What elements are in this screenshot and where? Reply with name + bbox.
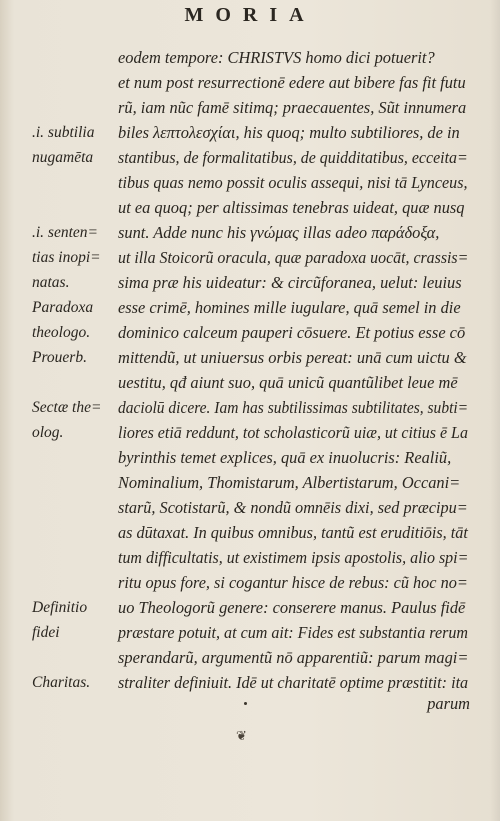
ink-dot xyxy=(244,702,247,705)
text-line: byrinthis temet explices, quā ex inuolucris: Realiũ, xyxy=(118,448,452,467)
margin-note: Charitas. xyxy=(32,674,91,691)
text-line: uestitu, qđ aiunt suo, quā unicũ quantũlibet leue mē xyxy=(118,373,458,392)
margin-note: nugamēta xyxy=(32,149,94,166)
margin-note: Paradoxa xyxy=(32,299,94,316)
text-line: et num post resurrectionē edere aut bibere fas fit futu xyxy=(118,73,466,92)
text-line: tibus quas nemo possit oculis assequi, nisi tā Lynceus, xyxy=(118,173,468,192)
fleuron-ornament-icon: ❦ xyxy=(236,728,247,743)
margin-note: natas. xyxy=(32,274,70,291)
text-line: ritu opus fore, si cogantur hisce de rebus: cũ hoc no= xyxy=(118,573,468,592)
text-line: stantibus, de formalitatibus, de quidditatibus, ecceita= xyxy=(118,148,468,167)
text-line: Nominalium, Thomistarum, Albertistarum, Occani= xyxy=(118,473,461,492)
text-line: biles λεπτολεσχίαι, his quoq; multo subtiliores, de in xyxy=(118,123,460,142)
running-head: MORIA xyxy=(184,4,316,26)
text-line: dominico calceum pauperi cōsuere. Et potius esse cō xyxy=(118,323,466,342)
text-line: sima præ his uideatur: & circũforanea, uelut: leuius xyxy=(118,273,462,292)
margin-note: tias inopi= xyxy=(32,249,101,266)
margin-note: .i. subtilia xyxy=(32,124,95,141)
text-line: ut illa Stoicorũ oracula, quæ paradoxa uocāt, crassis= xyxy=(118,248,469,267)
text-line: starũ, Scotistarũ, & nondũ omnēis dixi, sed præcipu= xyxy=(118,498,468,517)
catchword: parum xyxy=(427,694,470,713)
text-line: straliter definiuit. Idē ut charitatē optime præstitit: ita xyxy=(118,673,469,692)
text-line: sperandarũ, argumentũ nō apparentiũ: parum magi= xyxy=(118,648,469,667)
text-line: præstare potuit, at cum ait: Fides est substantia rerum xyxy=(118,623,468,642)
page-edge-shadow xyxy=(490,0,500,821)
margin-note: fidei xyxy=(32,624,60,641)
text-line: sunt. Adde nunc his γνώμας illas adeo παράδοξα, xyxy=(118,223,440,242)
margin-note: Definitio xyxy=(32,599,88,616)
text-line: mittendũ, ut uniuersus orbis pereat: unā cum uictu & xyxy=(118,348,467,367)
margin-note: olog. xyxy=(32,424,64,441)
text-line: daciolū dicere. Iam has subtilissimas subtilitates, subti= xyxy=(118,398,469,417)
text-line: esse crimē, homines mille iugulare, quā semel in die xyxy=(118,298,461,317)
text-line: eodem tempore: CHRISTVS homo dici potuerit? xyxy=(118,48,435,67)
margin-note: theologo. xyxy=(32,324,91,341)
text-line: rũ, iam nũc famē sitimq; praecauentes, Sũt innumera xyxy=(118,98,467,117)
margin-note: Prouerb. xyxy=(32,349,87,366)
text-line: tum difficultatis, ut existimem ipsis apostolis, alio spi= xyxy=(118,548,469,567)
text-line: as dūtaxat. In quibus omnibus, tantũ est eruditiōis, tāt xyxy=(118,523,468,542)
margin-note: Sectæ the= xyxy=(32,399,102,416)
text-line: uo Theologorũ genere: conserere manus. Paulus fidē xyxy=(118,598,466,617)
text-line: liores etiā reddunt, tot scholasticorũ uiæ, ut citius ē La xyxy=(118,423,468,442)
text-line: ut ea quoq; per altissimas tenebras uideat, quæ nusq xyxy=(118,198,465,217)
margin-note: .i. senten= xyxy=(32,224,98,241)
